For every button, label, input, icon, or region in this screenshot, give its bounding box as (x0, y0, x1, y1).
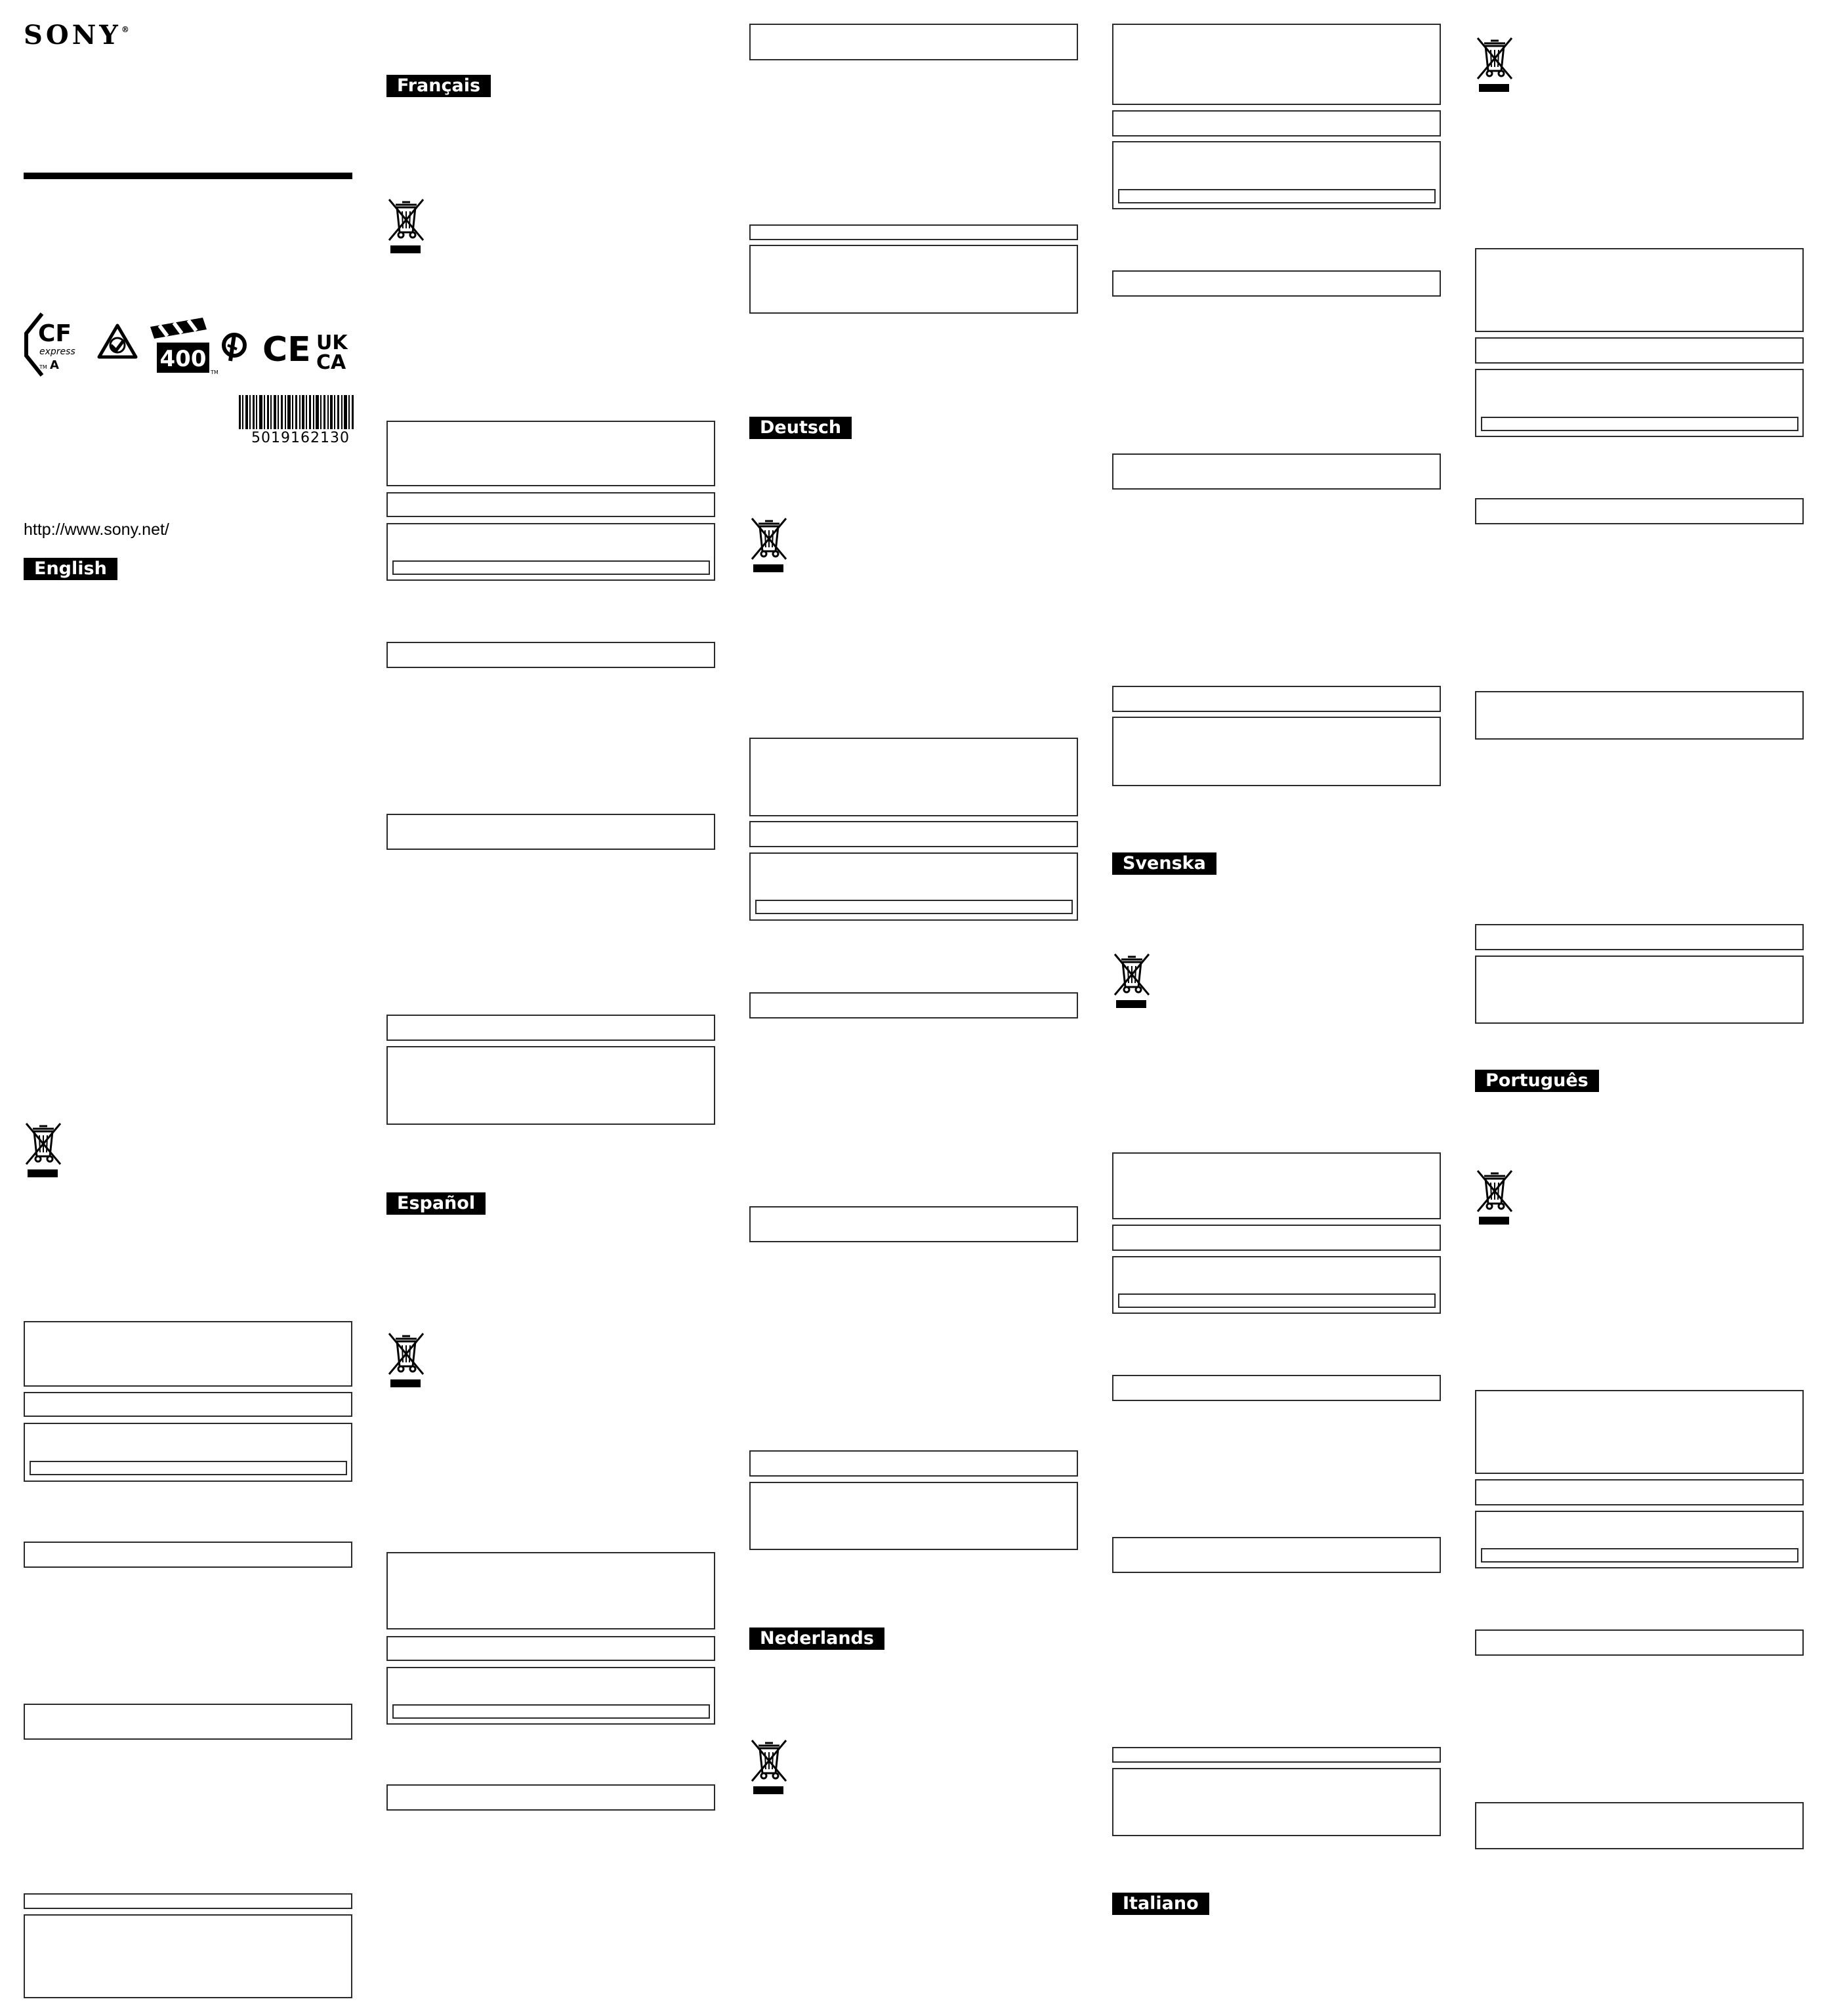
section-label-italian: Italiano (1112, 1893, 1209, 1915)
notice-box (749, 1206, 1078, 1242)
vpg-number: 400 (159, 346, 207, 372)
notice-box (24, 1893, 352, 1909)
certification-marks (22, 310, 357, 381)
notice-box (24, 1914, 352, 1998)
notice-box (386, 421, 715, 486)
cfexpress-logo-icon (26, 314, 75, 375)
notice-inner-box (1481, 1548, 1798, 1563)
notice-box (1475, 1479, 1804, 1505)
ce-mark: CE (262, 330, 311, 369)
notice-box (386, 1046, 715, 1125)
barcode-icon (239, 395, 354, 429)
cfexpress-type: A (50, 358, 59, 372)
section-label-swedish: Svenska (1112, 852, 1216, 875)
weee-icon (1112, 953, 1152, 1009)
notice-box (1475, 1390, 1804, 1474)
notice-box (1112, 686, 1441, 712)
notice-inner-box (1118, 1293, 1436, 1308)
weee-icon (1475, 1169, 1514, 1226)
notice-box (1112, 1375, 1441, 1401)
ukca-mark-bottom: CA (316, 351, 346, 374)
website-url[interactable]: http://www.sony.net/ (24, 520, 169, 539)
cfexpress-mark: CF (38, 320, 72, 347)
rcm-mark-icon (99, 326, 136, 357)
notice-box (1112, 1225, 1441, 1251)
notice-box (386, 1784, 715, 1811)
weee-icon (386, 1332, 426, 1389)
notice-box (386, 492, 715, 517)
section-label-english: English (24, 558, 117, 580)
notice-box (1112, 110, 1441, 136)
notice-box (1475, 337, 1804, 364)
notice-box (386, 1552, 715, 1629)
notice-inner-box (30, 1461, 347, 1475)
cfexpress-tm: TM (39, 364, 47, 370)
notice-box (1112, 1537, 1441, 1573)
notice-box (1475, 691, 1804, 740)
notice-box (1112, 1768, 1441, 1836)
notice-box (749, 1482, 1078, 1550)
section-label-dutch: Nederlands (749, 1628, 884, 1650)
notice-inner-box (392, 560, 710, 575)
notice-inner-box (755, 900, 1073, 914)
notice-box (386, 814, 715, 850)
notice-inner-box (1481, 417, 1798, 431)
title-rule (24, 173, 352, 179)
ukca-mark-top: UK (316, 331, 348, 354)
section-label-spanish: Español (386, 1192, 486, 1215)
notice-box (749, 992, 1078, 1018)
weee-icon (749, 1739, 789, 1796)
barcode-number: 5019162130 (251, 430, 350, 446)
section-label-german: Deutsch (749, 417, 852, 439)
weee-icon (749, 517, 789, 574)
notice-box (386, 1015, 715, 1041)
vpg-tm: TM (211, 369, 218, 375)
section-label-portuguese: Português (1475, 1070, 1599, 1092)
notice-box (1112, 24, 1441, 105)
weee-icon (386, 198, 426, 255)
notice-box (1112, 270, 1441, 297)
notice-box (24, 1392, 352, 1417)
notice-box (24, 1542, 352, 1568)
weee-icon (24, 1122, 63, 1179)
notice-box (24, 1704, 352, 1740)
notice-box (24, 1321, 352, 1387)
notice-box (749, 821, 1078, 847)
sony-logo: SONY® (24, 20, 129, 51)
weee-icon (1475, 37, 1514, 93)
notice-box (1475, 498, 1804, 524)
notice-box (749, 224, 1078, 240)
notice-box (386, 1636, 715, 1661)
china-rohs-icon (224, 335, 245, 361)
vpg-clapper-icon (150, 318, 218, 375)
notice-box (1112, 1747, 1441, 1763)
notice-box (1475, 956, 1804, 1024)
notice-box (749, 738, 1078, 816)
notice-box (749, 245, 1078, 314)
notice-box (749, 1450, 1078, 1477)
notice-box (749, 24, 1078, 60)
notice-box (1475, 1629, 1804, 1656)
notice-box (386, 642, 715, 668)
notice-box (1112, 1152, 1441, 1219)
notice-box (1475, 924, 1804, 950)
notice-box (1475, 248, 1804, 332)
notice-inner-box (392, 1704, 710, 1719)
section-label-french: Français (386, 75, 491, 97)
notice-box (1475, 1802, 1804, 1849)
notice-box (1112, 717, 1441, 786)
notice-box (1112, 453, 1441, 490)
cfexpress-sub: express (39, 346, 75, 357)
notice-inner-box (1118, 189, 1436, 203)
